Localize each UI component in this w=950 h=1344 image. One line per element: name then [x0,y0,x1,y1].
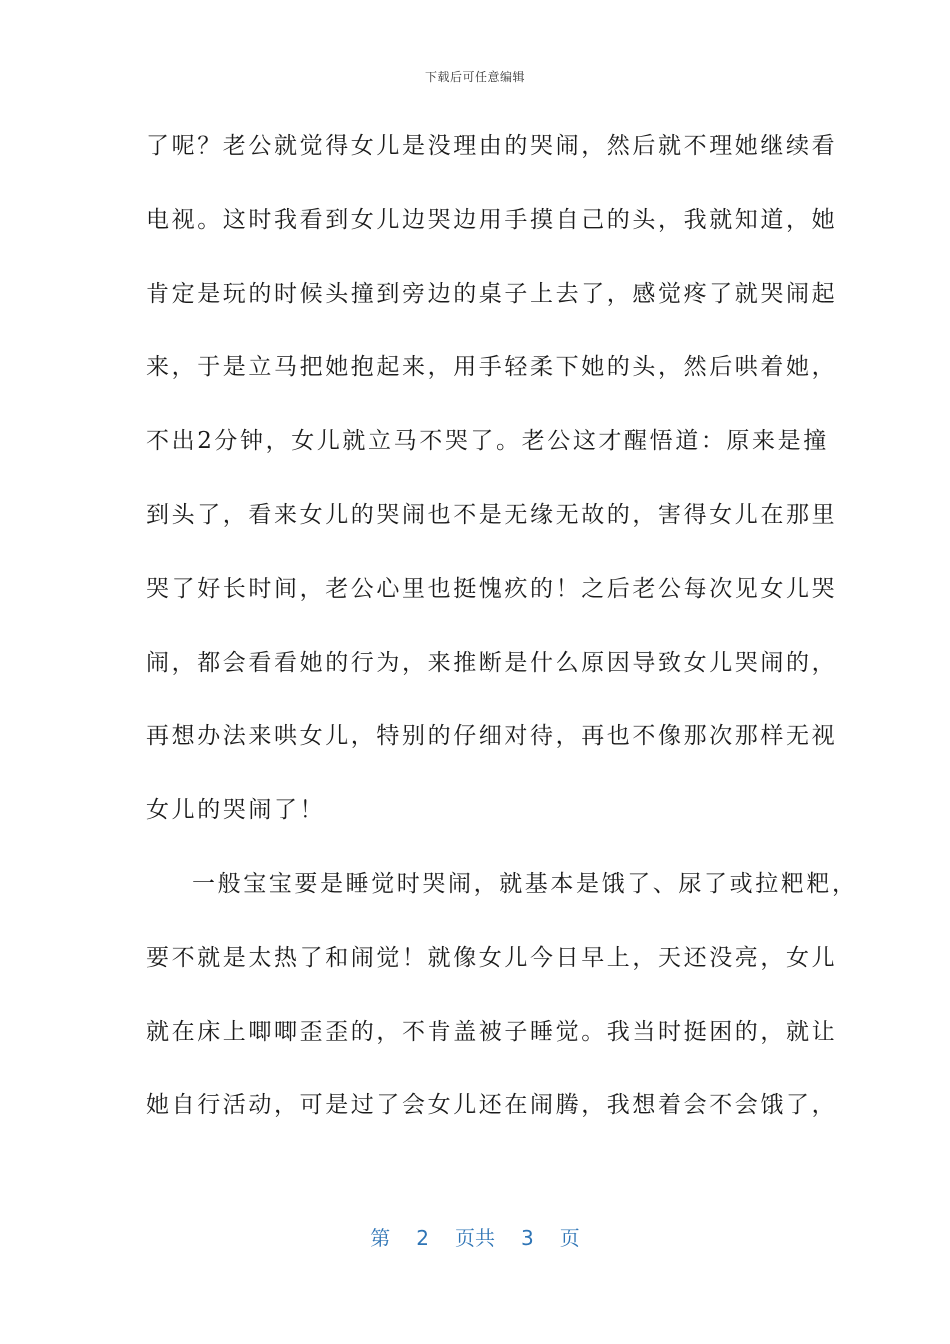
paragraph-1 [146,122,838,860]
text-line: 哭了好长时间，老公心里也挺愧疚的！之后老公每次见女儿哭 [146,575,838,602]
footer-prefix: 第 [370,1226,391,1250]
text-line: 要不就是太热了和闹觉！就像女儿今日早上，天还没亮，女儿 [146,944,838,971]
text-line: 她自行活动，可是过了会女儿还在闹腾，我想着会不会饿了， [146,1092,838,1119]
text-line: 电视。这时我看到女儿边哭边用手摸自己的头，我就知道，她 [146,206,838,233]
text-line: 到头了，看来女儿的哭闹也不是无缘无故的，害得女儿在那里 [146,501,838,528]
footer-suffix: 页 [559,1226,580,1250]
paragraph-2 [146,860,858,1155]
current-page-number: 2 [416,1226,429,1250]
text-line: 就在床上唧唧歪歪的，不肯盖被子睡觉。我当时挺困的，就让 [146,1018,838,1045]
text-line: 来，于是立马把她抱起来，用手轻柔下她的头，然后哄着她， [146,354,838,381]
text-line: 闹，都会看看她的行为，来推断是什么原因导致女儿哭闹的， [146,649,838,676]
text-line: 肯定是玩的时候头撞到旁边的桌子上去了，感觉疼了就哭闹起 [146,280,838,307]
body-text [146,122,858,1155]
text-line: 再想办法来哄女儿，特别的仔细对待，再也不像那次那样无视 [146,723,838,750]
text-line: 女儿的哭闹了！ [146,797,326,824]
page-header: 下载后可任意编辑 [424,70,525,84]
text-line: 不出2分钟，女儿就立马不哭了。老公这才醒悟道：原来是撞 [146,428,829,455]
text-line: 了呢？老公就觉得女儿是没理由的哭闹，然后就不理她继续看 [146,133,838,159]
total-pages-number: 3 [521,1226,534,1250]
page-footer [0,1222,950,1251]
footer-middle: 页共 [455,1226,495,1250]
text-line: 一般宝宝要是睡觉时哭闹，就基本是饿了、尿了或拉粑粑， [192,870,858,897]
